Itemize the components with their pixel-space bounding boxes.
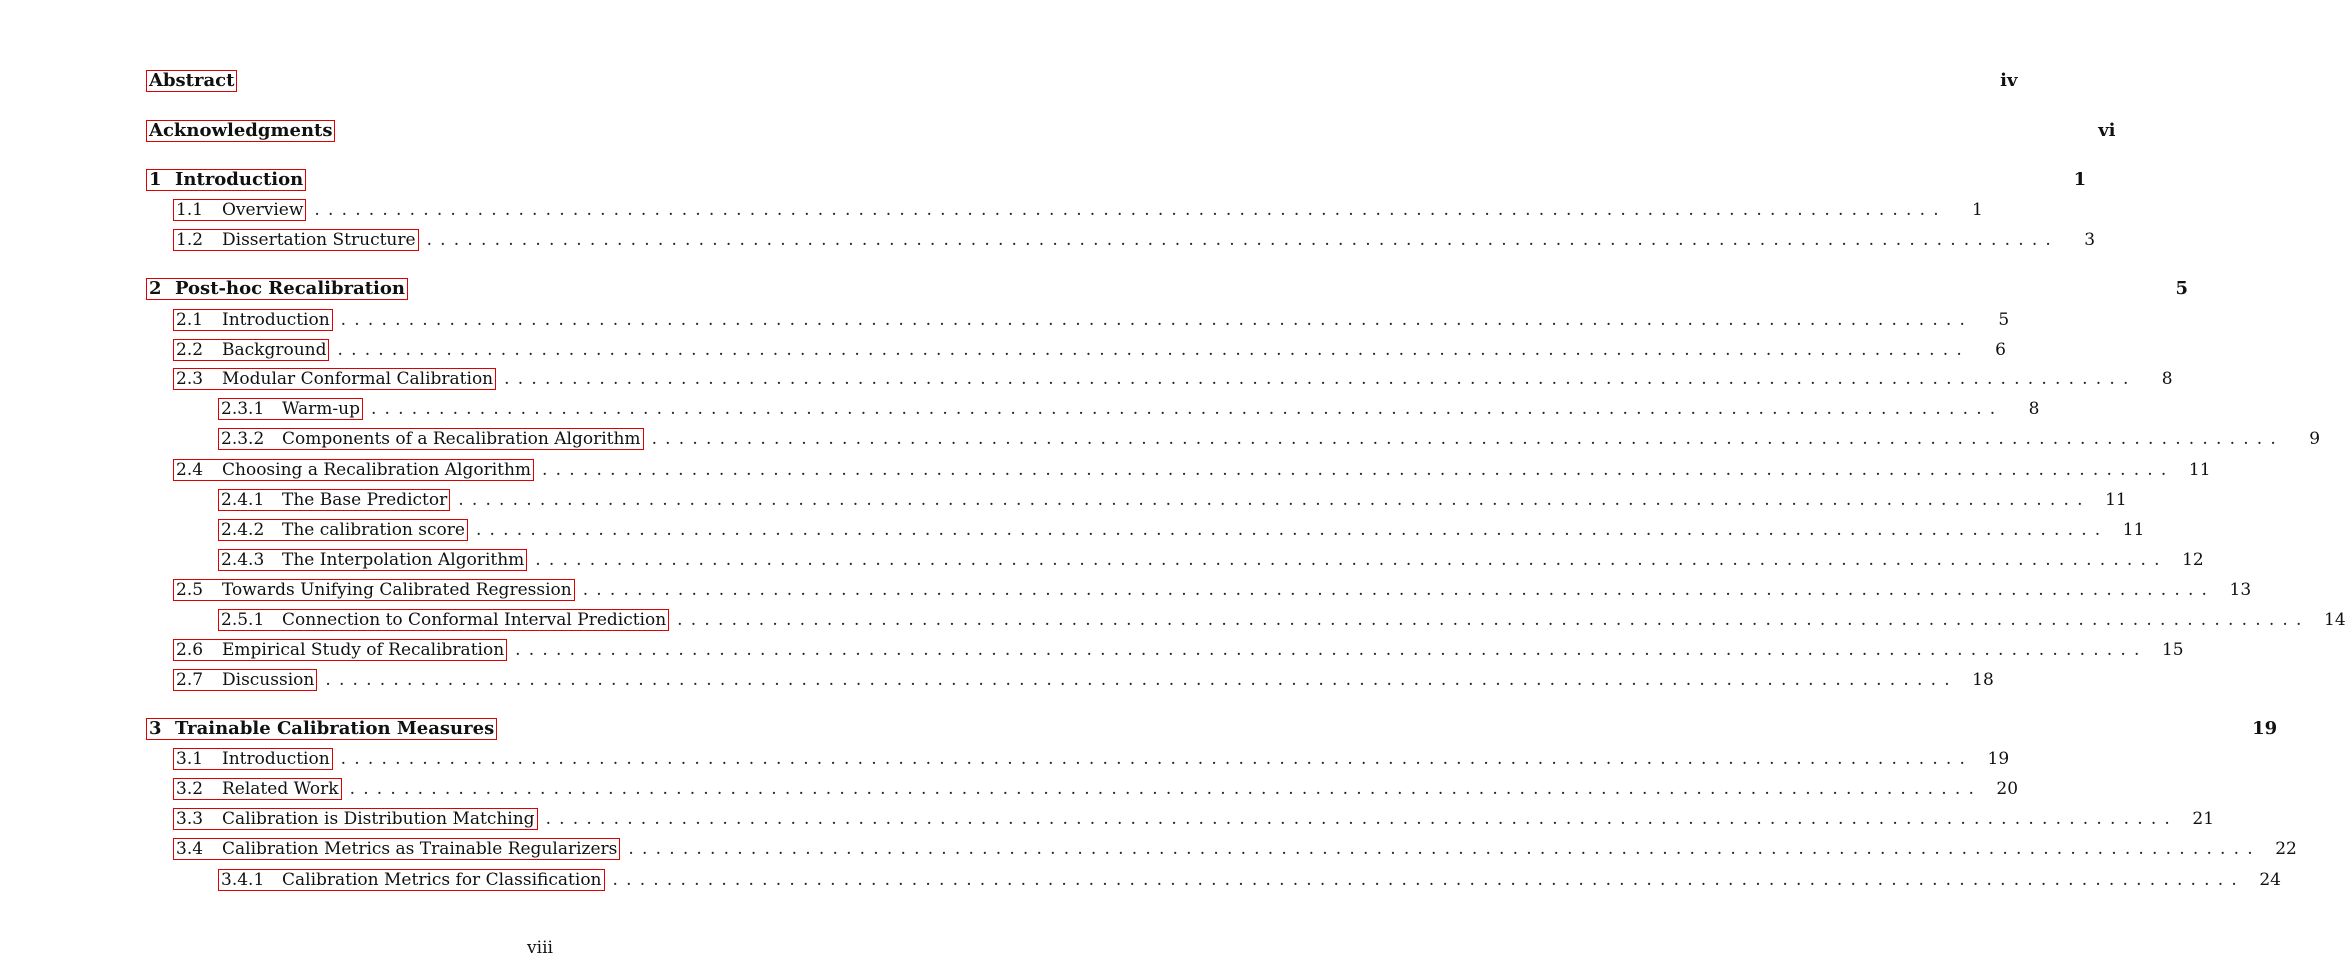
toc-entry-number: 3.2 bbox=[176, 779, 204, 799]
toc-entry-number: 2.4.2 bbox=[221, 520, 265, 540]
toc-entry-title: Trainable Calibration Measures bbox=[175, 718, 495, 739]
toc-entry-number: 3 bbox=[149, 718, 162, 739]
toc-entry-link[interactable] bbox=[146, 278, 408, 300]
toc-entry-link[interactable] bbox=[218, 489, 450, 511]
toc-entry-page: 1 bbox=[2073, 169, 2087, 190]
page-number-footer: viii bbox=[527, 938, 553, 958]
toc-entry-number: 1 bbox=[149, 169, 162, 190]
dot-leader: ........................................................................................................................ bbox=[458, 490, 2091, 510]
toc-entry-title: Choosing a Recalibration Algorithm bbox=[222, 460, 532, 480]
toc-entry-page: 5 bbox=[2175, 278, 2188, 299]
toc-entry-title: The calibration score bbox=[282, 520, 465, 540]
toc-entry-page: 18 bbox=[1972, 670, 1994, 690]
toc-entry-page: 11 bbox=[2122, 520, 2145, 540]
toc-entry-link[interactable] bbox=[218, 609, 669, 631]
toc-entry-title: Acknowledgments bbox=[149, 120, 333, 141]
toc-entry-number: 2.7 bbox=[176, 670, 204, 690]
dot-leader: ........................................................................................................................ bbox=[314, 200, 1947, 220]
toc-entry-title: Introduction bbox=[222, 310, 330, 330]
toc-entry-number: 1.1 bbox=[176, 200, 204, 220]
dot-leader: ........................................................................................................................ bbox=[545, 809, 2179, 829]
toc-entry bbox=[218, 867, 2281, 893]
toc-entry-page: 21 bbox=[2192, 809, 2215, 829]
dot-leader: ........................................................................................................................ bbox=[475, 520, 2109, 540]
toc-entry bbox=[218, 487, 2127, 513]
dot-leader: ........................................................................................................................ bbox=[340, 749, 1974, 769]
toc-entry-title: Introduction bbox=[175, 169, 304, 190]
toc-entry-link[interactable] bbox=[218, 869, 605, 891]
toc-entry-page: 15 bbox=[2161, 640, 2184, 660]
toc-entry-title: Dissertation Structure bbox=[222, 230, 416, 250]
toc-entry-number: 2.2 bbox=[176, 340, 204, 360]
toc-entry-title: Modular Conformal Calibration bbox=[222, 369, 494, 389]
toc-entry-link[interactable] bbox=[173, 309, 333, 331]
toc-entry-link[interactable] bbox=[173, 748, 333, 770]
toc-entry-title: Introduction bbox=[222, 749, 330, 769]
toc-entry-number: 3.3 bbox=[176, 809, 204, 829]
dot-leader: ........................................................................................................................ bbox=[515, 640, 2148, 660]
dot-leader: ........................................................................................................................ bbox=[370, 399, 2004, 419]
toc-entry-number: 2 bbox=[149, 278, 162, 299]
toc-entry-page: 19 bbox=[2252, 718, 2278, 739]
toc-entry-link[interactable] bbox=[173, 229, 419, 251]
toc-entry-title: Overview bbox=[222, 200, 304, 220]
dot-leader: ........................................................................................................................ bbox=[535, 550, 2168, 570]
dot-leader: ........................................................................................................................ bbox=[542, 460, 2175, 480]
toc-entry bbox=[173, 836, 2297, 862]
toc-entry-link[interactable] bbox=[146, 70, 237, 92]
toc-entry bbox=[218, 426, 2321, 452]
toc-entry-page: 12 bbox=[2182, 550, 2204, 570]
toc-entry bbox=[218, 607, 2346, 633]
toc-entry bbox=[173, 337, 2006, 363]
toc-entry-title: Warm-up bbox=[282, 399, 360, 419]
toc-entry-link[interactable] bbox=[173, 808, 538, 830]
toc-entry-page: iv bbox=[2000, 70, 2018, 91]
toc-entry bbox=[146, 716, 2278, 742]
toc-entry-number: 2.4 bbox=[176, 460, 204, 480]
dot-leader: ........................................................................................................................ bbox=[325, 670, 1958, 690]
toc-entry-number: 2.3.1 bbox=[221, 399, 265, 419]
toc-entry-page: 11 bbox=[2188, 460, 2211, 480]
dot-leader: ........................................................................................................................ bbox=[337, 340, 1970, 360]
dot-leader: ........................................................................................................................ bbox=[582, 580, 2216, 600]
toc-entry-title: Abstract bbox=[149, 70, 235, 91]
toc-entry-number: 1.2 bbox=[176, 230, 204, 250]
toc-entry-page: 3 bbox=[2084, 230, 2096, 250]
toc-entry bbox=[146, 276, 2188, 302]
dot-leader: ........................................................................................................................ bbox=[340, 310, 1974, 330]
toc-entry-title: Calibration Metrics as Trainable Regularizers bbox=[222, 839, 618, 859]
toc-entry-page: 11 bbox=[2105, 490, 2127, 510]
toc-entry-title: Related Work bbox=[222, 779, 339, 799]
toc-entry-link[interactable] bbox=[173, 459, 534, 481]
toc-entry-number: 2.5 bbox=[176, 580, 204, 600]
toc-entry-title: Calibration Metrics for Classification bbox=[282, 870, 602, 890]
toc-entry-number: 2.3.2 bbox=[221, 429, 265, 449]
dot-leader: ........................................................................................................................ bbox=[504, 369, 2137, 389]
toc-entry-number: 2.4.1 bbox=[221, 490, 265, 510]
toc-entry bbox=[218, 517, 2145, 543]
dot-leader: ........................................................................................................................ bbox=[349, 779, 1983, 799]
toc-entry-page: 14 bbox=[2324, 610, 2346, 630]
toc-entry-link[interactable] bbox=[173, 199, 306, 221]
toc-entry-page: 1 bbox=[1972, 200, 1983, 220]
toc-entry-title: Connection to Conformal Interval Prediction bbox=[282, 610, 667, 630]
toc-entry-number: 3.4 bbox=[176, 839, 204, 859]
toc-entry-page: 19 bbox=[1987, 749, 2010, 769]
dot-leader: ........................................................................................................................ bbox=[651, 429, 2285, 449]
toc-entry-link[interactable] bbox=[173, 838, 620, 860]
toc-entry-number: 2.6 bbox=[176, 640, 204, 660]
toc-entry bbox=[173, 746, 2010, 772]
toc-entry-link[interactable] bbox=[218, 398, 363, 420]
toc-entry bbox=[146, 167, 2087, 193]
toc-entry-link[interactable] bbox=[173, 368, 496, 390]
toc-entry-number: 2.1 bbox=[176, 310, 204, 330]
toc-entry-title: Post-hoc Recalibration bbox=[175, 278, 405, 299]
toc-entry-title: Discussion bbox=[222, 670, 315, 690]
toc-entry bbox=[173, 227, 2096, 253]
toc-entry bbox=[173, 667, 1994, 693]
dot-leader: ........................................................................................................................ bbox=[677, 610, 2310, 630]
dot-leader: ........................................................................................................................ bbox=[628, 839, 2261, 859]
toc-entry-page: 9 bbox=[2309, 429, 2321, 449]
toc-entry-link[interactable] bbox=[173, 579, 575, 601]
toc-entry-link[interactable] bbox=[173, 339, 329, 361]
toc-entry-title: Empirical Study of Recalibration bbox=[222, 640, 505, 660]
toc-entry bbox=[173, 806, 2215, 832]
toc-entry-link[interactable] bbox=[173, 778, 342, 800]
toc-entry bbox=[218, 547, 2204, 573]
toc-entry-link[interactable] bbox=[173, 669, 317, 691]
toc-entry bbox=[146, 68, 2018, 94]
toc-entry-link[interactable] bbox=[146, 120, 335, 142]
toc-entry-link[interactable] bbox=[218, 519, 468, 541]
toc-entry-page: 8 bbox=[2161, 369, 2173, 389]
toc-entry-page: vi bbox=[2098, 120, 2116, 141]
toc-entry-page: 20 bbox=[1996, 779, 2019, 799]
toc-entry-link[interactable] bbox=[146, 169, 306, 191]
toc-entry-number: 3.1 bbox=[176, 749, 204, 769]
toc-entry bbox=[173, 307, 2010, 333]
toc-entry-link[interactable] bbox=[173, 639, 507, 661]
toc-entry-page: 6 bbox=[1995, 340, 2006, 360]
toc-entry-page: 5 bbox=[1998, 310, 2010, 330]
toc-entry bbox=[173, 457, 2211, 483]
toc-entry bbox=[173, 366, 2173, 392]
toc-entry-number: 2.3 bbox=[176, 369, 204, 389]
toc-entry-title: Components of a Recalibration Algorithm bbox=[282, 429, 641, 449]
toc-entry bbox=[218, 396, 2040, 422]
toc-entry-title: Background bbox=[222, 340, 327, 360]
toc-entry bbox=[173, 637, 2184, 663]
toc-entry-number: 3.4.1 bbox=[221, 870, 265, 890]
toc-entry-page: 24 bbox=[2259, 870, 2281, 890]
toc-entry bbox=[173, 776, 2019, 802]
toc-entry-title: Towards Unifying Calibrated Regression bbox=[222, 580, 572, 600]
toc-entry bbox=[173, 197, 1983, 223]
toc-entry-number: 2.4.3 bbox=[221, 550, 265, 570]
toc-entry-page: 13 bbox=[2229, 580, 2252, 600]
toc-entry-title: The Base Predictor bbox=[282, 490, 448, 510]
dot-leader: ........................................................................................................................ bbox=[612, 870, 2245, 890]
toc-entry-title: The Interpolation Algorithm bbox=[282, 550, 525, 570]
toc-entry-page: 22 bbox=[2275, 839, 2297, 859]
toc-entry bbox=[146, 118, 2116, 144]
toc-entry bbox=[173, 577, 2252, 603]
toc-entry-page: 8 bbox=[2028, 399, 2040, 419]
toc-entry-link[interactable] bbox=[146, 718, 497, 740]
dot-leader: ........................................................................................................................ bbox=[426, 230, 2060, 250]
toc-entry-number: 2.5.1 bbox=[221, 610, 265, 630]
toc-entry-link[interactable] bbox=[218, 549, 527, 571]
toc-entry-link[interactable] bbox=[218, 428, 644, 450]
toc-entry-title: Calibration is Distribution Matching bbox=[222, 809, 535, 829]
